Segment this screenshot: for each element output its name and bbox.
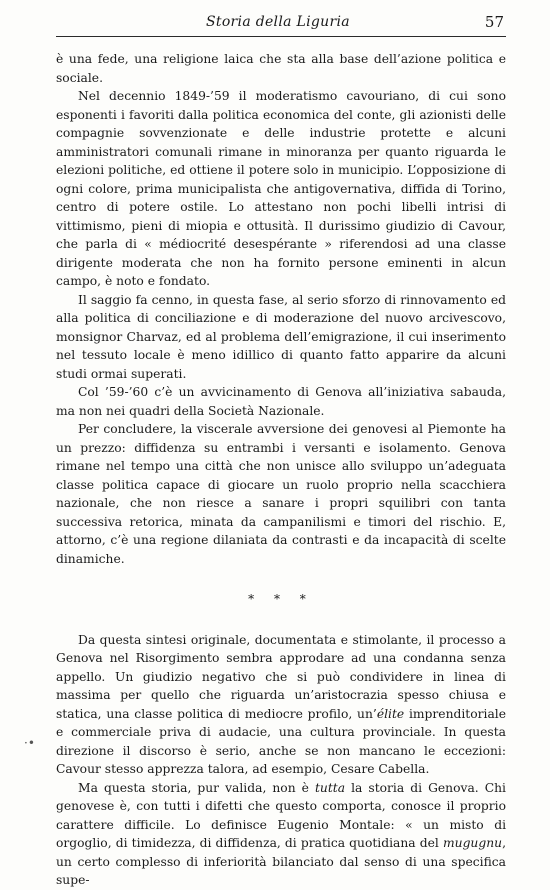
paragraph-text: Ma questa storia, pur valida, non è bbox=[78, 780, 315, 795]
paragraph-text: è una fede, una religione laica che sta alla base dell’azione politica e sociale. bbox=[56, 52, 506, 85]
paragraph bbox=[56, 50, 506, 87]
page-number: 57 bbox=[484, 13, 504, 31]
paragraph bbox=[56, 420, 506, 568]
paragraph-text: imprenditoriale e commerciale priva di audacie, una cultura provinciale. In questa direzione il discorso è serio, anche se non mancano le eccezioni: Cavour stesso apprezza talora, ad esempio, Cesare Cabella. bbox=[56, 706, 507, 776]
paragraph bbox=[56, 631, 506, 779]
italic-text: élite bbox=[376, 706, 405, 721]
margin-mark: ·• bbox=[24, 736, 35, 750]
section-separator: * * * bbox=[248, 592, 314, 606]
paragraph-text: Nel decennio 1849-’59 il moderatismo cavouriano, di cui sono esponenti i favoriti dalla politica economica del conte, gli azionisti delle compagnie sovvenzionate e delle industrie protette e alcuni amministratori comunali rimane in minoranza per quanto riguarda le elezioni politiche, ed ottiene il potere solo in municipio. L’opposizione di ogni colore, prima municipalista che antigovernativa, diffida di Torino, centro di potere ostile. Lo attestano non pochi libelli intrisi di vittimismo, pieni di miopia e ottusità. Il durissimo giudizio di Cavour, che parla di « médiocrité desespérante » riferendosi ad una classe dirigente moderata che non ha fornito persone eminenti in alcun campo, è noto e fondato. bbox=[56, 89, 506, 288]
top-section bbox=[56, 50, 506, 568]
text-body bbox=[56, 50, 506, 890]
bottom-section bbox=[56, 631, 506, 890]
running-header bbox=[56, 10, 506, 37]
italic-text: mugugnu bbox=[442, 836, 503, 850]
paragraph-text: Per concludere, la viscerale avversione dei genovesi al Piemonte ha un prezzo: diffidenza su entrambi i versanti e isolamento. Genova rimane nel tempo una città che non unisce allo sviluppo un’adeguata classe politica capace di giocare un ruolo proprio nella scacchiera nazionale, che non riesce a sanare i propri squilibri con tanta successiva retorica, minata da campanilismi e timori del rischio. E, attorno, c’è una regione dilaniata da contrasti e da incapacità di scelte dinamiche. bbox=[56, 422, 506, 566]
paragraph bbox=[56, 291, 506, 384]
running-title: Storia della Liguria bbox=[206, 14, 350, 30]
paragraph bbox=[56, 779, 506, 890]
paragraph bbox=[56, 383, 506, 420]
paragraph-text: la storia di Genova. Chi genovese è, con tutti i difetti che questo comporta, conosce il proprio carattere difficile. Lo definisce Eugenio Montale: « un misto di orgoglio, di timidezza, di diffidenza, di pratica quotidiana del bbox=[56, 780, 506, 850]
paragraph-text: , un certo complesso di inferiorità bilanciato dal senso di una specifica supe- bbox=[56, 836, 506, 887]
paragraph-text: Da questa sintesi originale, documentata e stimolante, il processo a Genova nel Risorgimento sembra approdare ad una condanna senza appello. Un giudizio negativo che si può condividere in linea di massima per quello che riguarda un’aristocrazia spesso chiusa e statica, una classe politica di mediocre profilo, un’ bbox=[56, 632, 506, 721]
paragraph bbox=[56, 87, 506, 291]
italic-text: tutta bbox=[314, 780, 346, 795]
paragraph-text: Col ’59-’60 c’è un avvicinamento di Genova all’iniziativa sabauda, ma non nei quadri della Società Nazionale. bbox=[56, 385, 506, 418]
paragraph-text: Il saggio fa cenno, in questa fase, al serio sforzo di rinnovamento ed alla politica di conciliazione e di moderazione del nuovo arcivescovo, monsignor Charvaz, ed al problema dell’emigrazione, il cui inserimento nel tessuto locale è meno idillico di quanto fatto apparire da alcuni studi ormai superati. bbox=[56, 292, 506, 381]
